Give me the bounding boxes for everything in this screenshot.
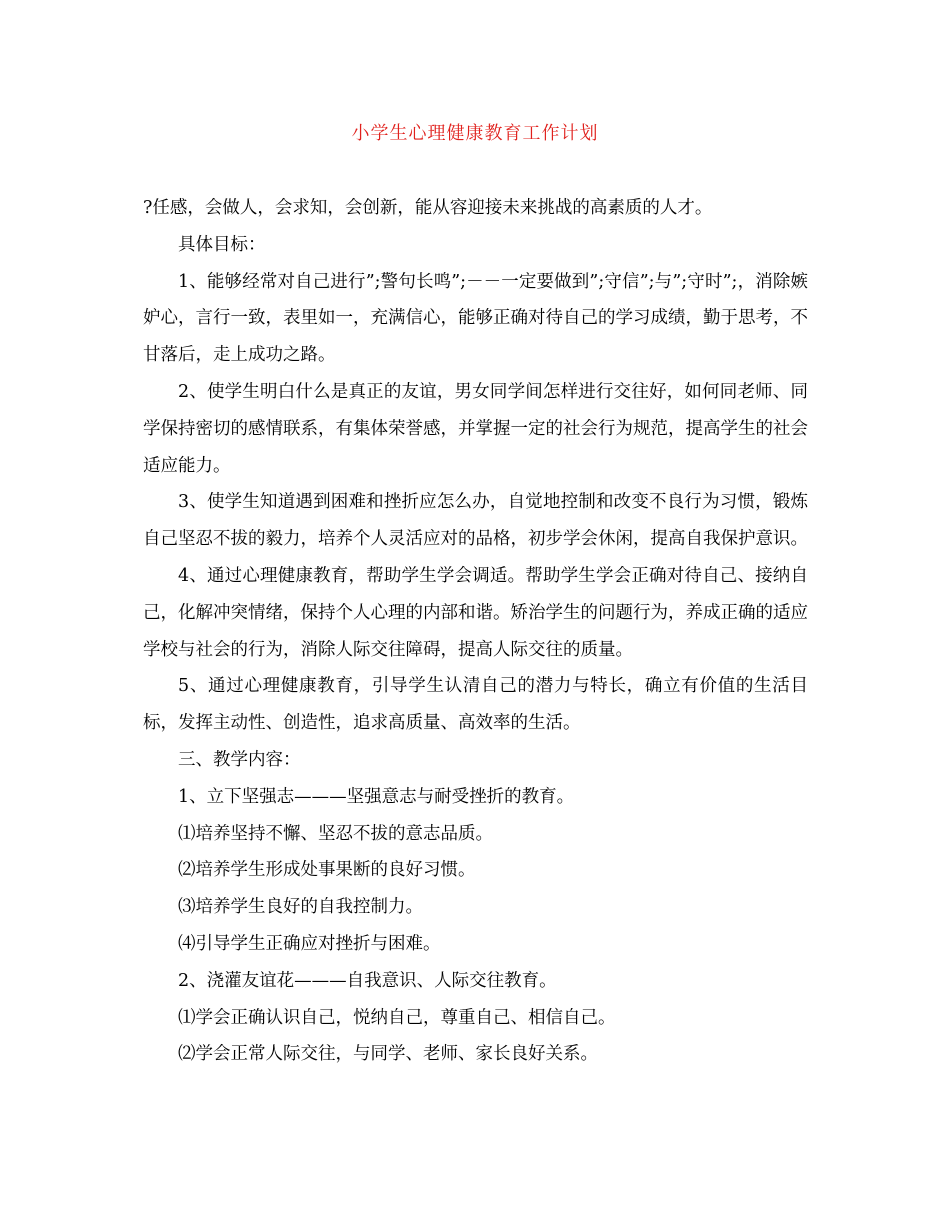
paragraph: ⑵培养学生形成处事果断的良好习惯。	[178, 860, 476, 881]
paragraph: ⑴培养坚持不懈、坚忍不拔的意志品质。	[178, 823, 493, 844]
paragraph: 三、教学内容：	[178, 749, 301, 770]
paragraph: 2、浇灌友谊花———自我意识、人际交往教育。	[178, 970, 557, 991]
paragraph: 2、使学生明白什么是真正的友谊，男女同学间怎样进行交往好，如何同老师、同学保持密切的感情联系，有集体荣誉感，并掌握一定的社会行为规范，提高学生的社会适应能力。	[143, 381, 808, 476]
document-title: 小学生心理健康教育工作计划	[351, 123, 599, 144]
document-body	[143, 190, 808, 1073]
paragraph: 5、通过心理健康教育，引导学生认清自己的潜力与特长，确立有价值的生活目标，发挥主动性、创造性，追求高质量、高效率的生活。	[143, 676, 808, 734]
paragraph: 具体目标：	[178, 234, 266, 255]
paragraph: ⑴学会正确认识自己，悦纳自己，尊重自己、相信自己。	[178, 1007, 616, 1028]
paragraph: ⑶培养学生良好的自我控制力。	[178, 897, 423, 918]
paragraph: 1、立下坚强志———坚强意志与耐受挫折的教育。	[178, 786, 575, 807]
paragraph: 3、使学生知道遇到困难和挫折应怎么办，自觉地控制和改变不良行为习惯，锻炼自己坚忍不拔的毅力，培养个人灵活应对的品格，初步学会休闲，提高自我保护意识。	[143, 492, 808, 550]
paragraph: ?任感，会做人，会求知，会创新，能从容迎接未来挑战的高素质的人才。	[143, 198, 713, 218]
paragraph: 4、通过心理健康教育，帮助学生学会调适。帮助学生学会正确对待自己、接纳自己，化解冲突情绪，保持个人心理的内部和谐。矫治学生的问题行为，养成正确的适应学校与社会的行为，消除人际交往障碍，提高人际交往的质量。	[143, 565, 808, 660]
paragraph: ⑷引导学生正确应对挫折与困难。	[178, 933, 441, 954]
paragraph: 1、能够经常对自己进行”;警句长鸣”;－－一定要做到”;守信”;与”;守时”;，消除嫉妒心，言行一致，表里如一，充满信心，能够正确对待自己的学习成绩，勤于思考，不甘落后，走上成功之路。	[143, 271, 808, 366]
paragraph: ⑵学会正常人际交往，与同学、老师、家长良好关系。	[178, 1044, 598, 1065]
